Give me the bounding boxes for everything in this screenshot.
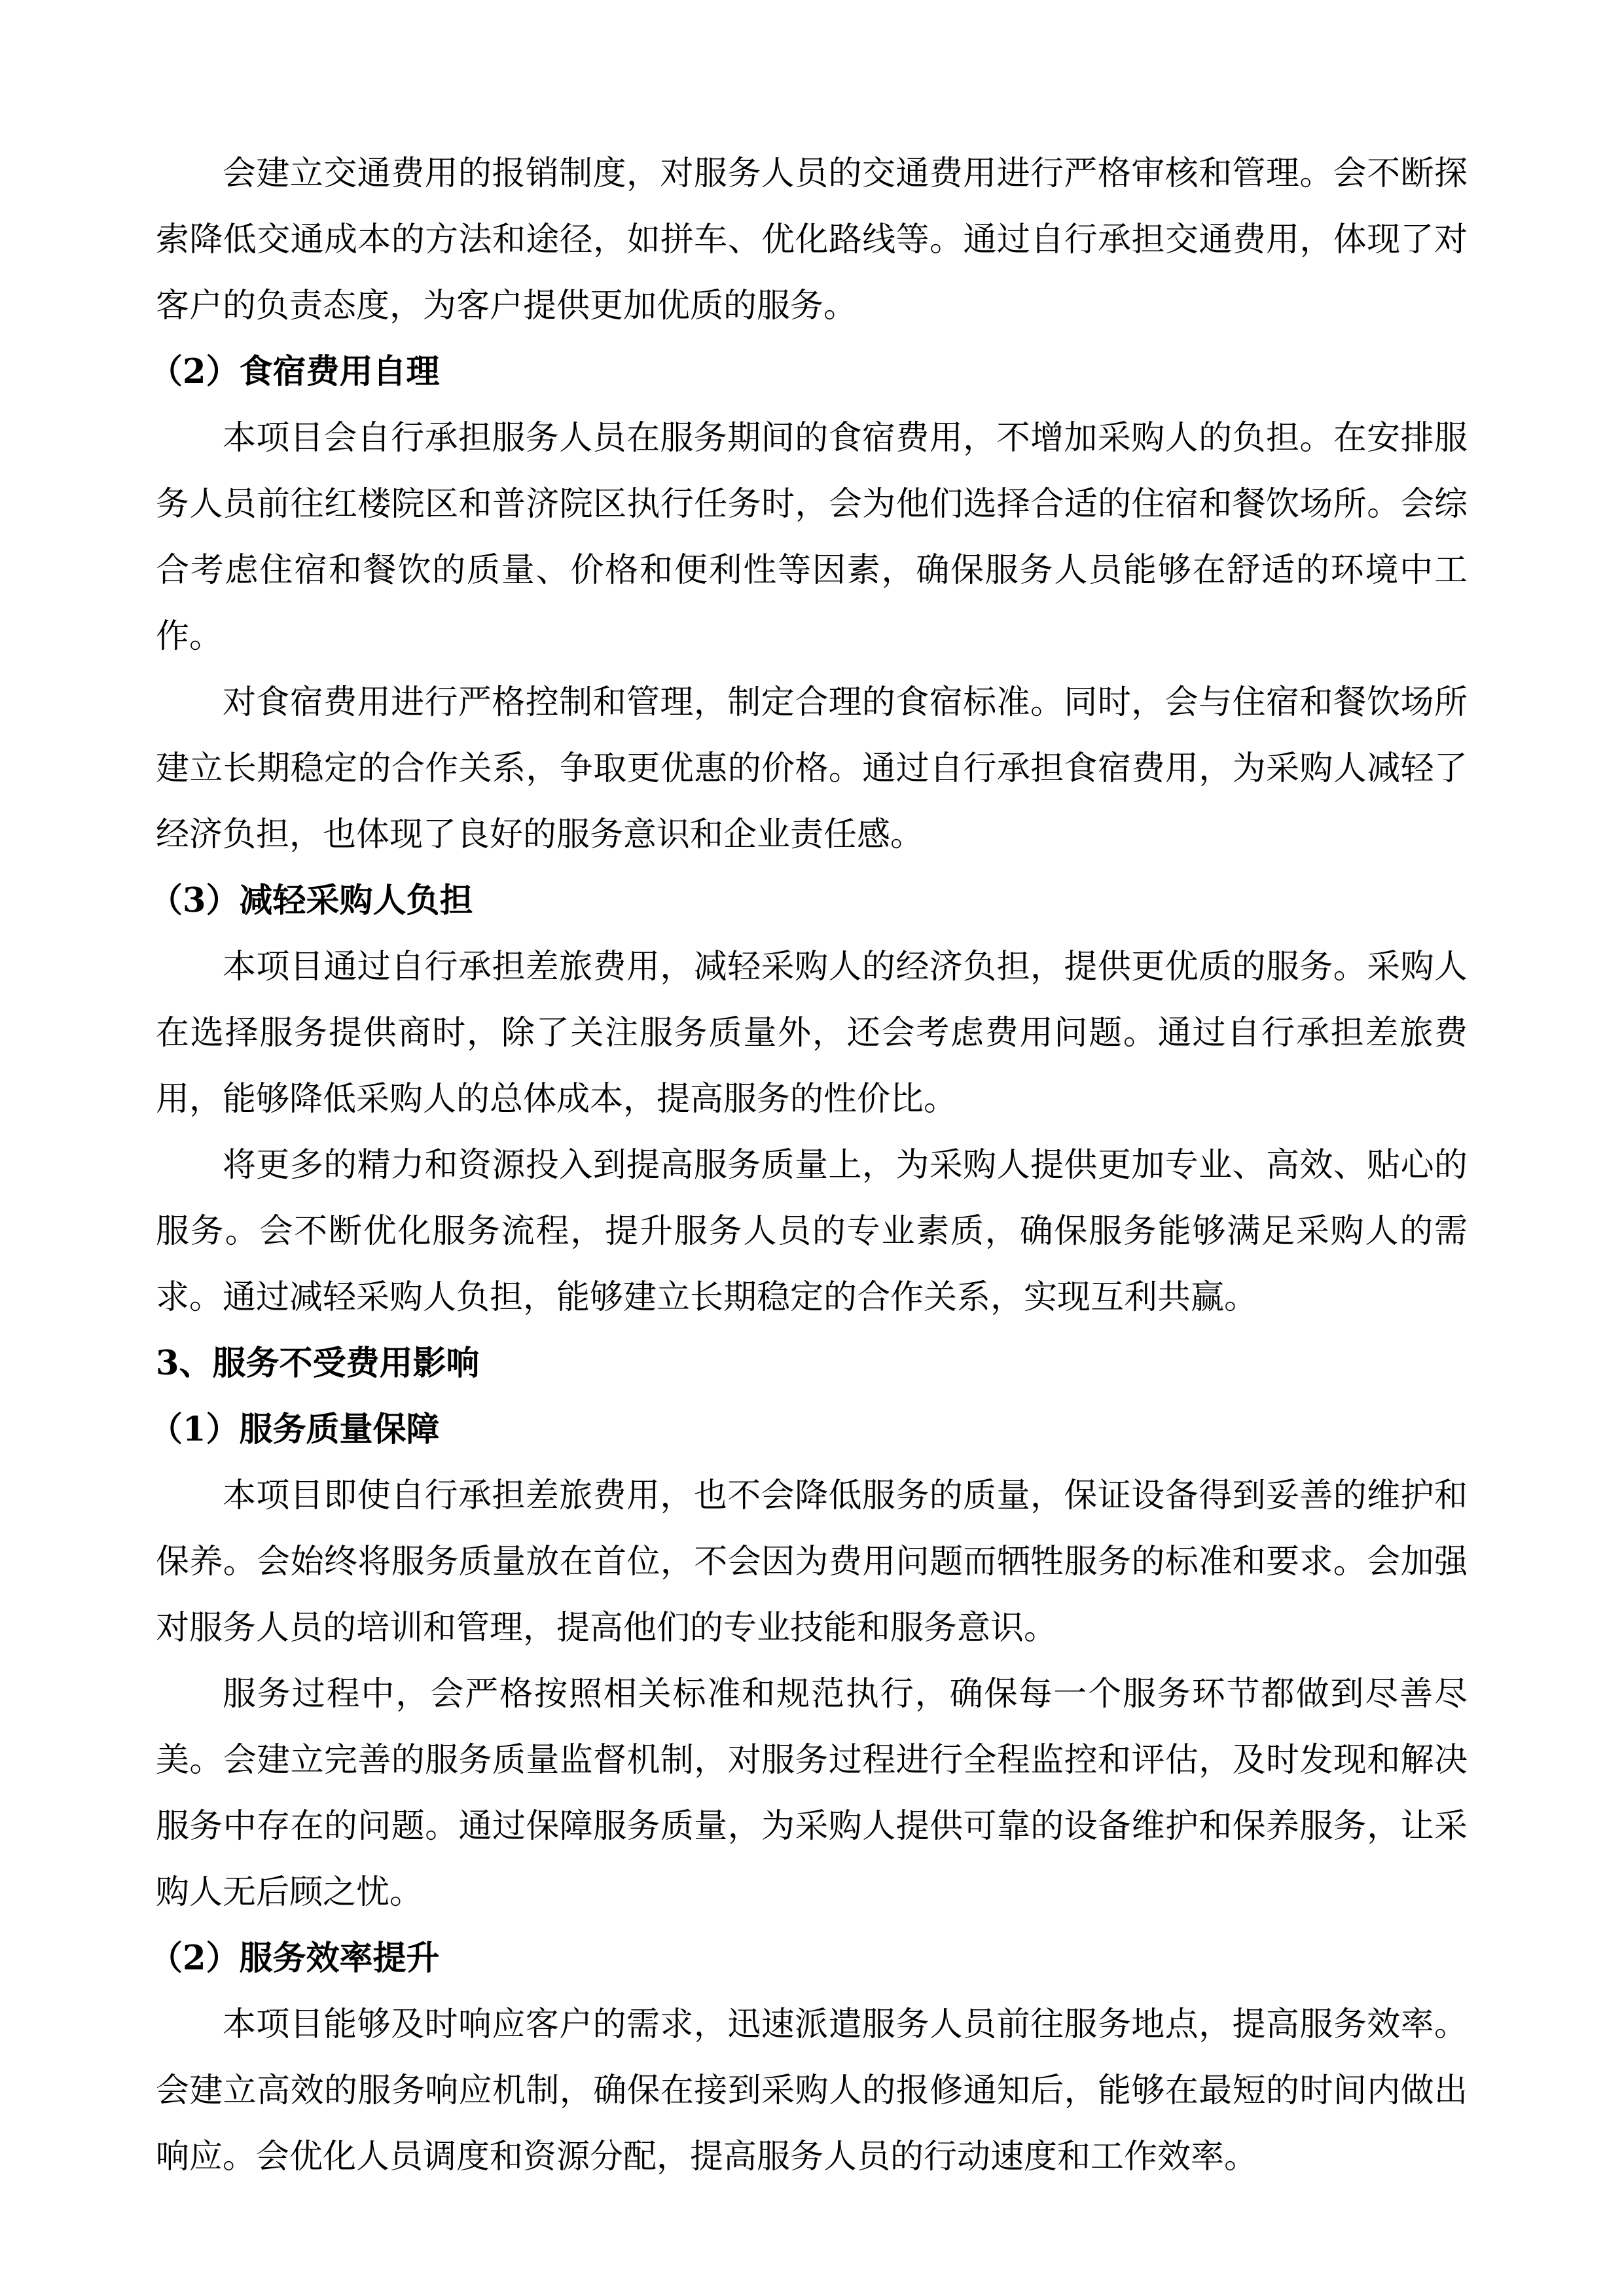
paragraph: 本项目能够及时响应客户的需求，迅速派遣服务人员前往服务地点，提高服务效率。会建立高效的服务响应机制，确保在接到采购人的报修通知后，能够在最短的时间内做出响应。会优化人员调度和资源分配，提高服务人员的行动速度和工作效率。 — [156, 2005, 1468, 2176]
subsection-heading: （3）减轻采购人负担 — [149, 881, 473, 920]
document-page — [149, 141, 1468, 2190]
paragraph: 服务过程中，会严格按照相关标准和规范执行，确保每一个服务环节都做到尽善尽美。会建立完善的服务质量监督机制，对服务过程进行全程监控和评估，及时发现和解决服务中存在的问题。通过保障服务质量，为采购人提供可靠的设备维护和保养服务，让采购人无后顾之忧。 — [156, 1675, 1468, 1912]
paragraph: 本项目通过自行承担差旅费用，减轻采购人的经济负担，提供更优质的服务。采购人在选择服务提供商时，除了关注服务质量外，还会考虑费用问题。通过自行承担差旅费用，能够降低采购人的总体成本，提高服务的性价比。 — [156, 948, 1468, 1119]
paragraph: 本项目会自行承担服务人员在服务期间的食宿费用，不增加采购人的负担。在安排服务人员前往红楼院区和普济院区执行任务时，会为他们选择合适的住宿和餐饮场所。会综合考虑住宿和餐饮的质量、价格和便利性等因素，确保服务人员能够在舒适的环境中工作。 — [156, 419, 1468, 656]
paragraph: 将更多的精力和资源投入到提高服务质量上，为采购人提供更加专业、高效、贴心的服务。会不断优化服务流程，提升服务人员的专业素质，确保服务能够满足采购人的需求。通过减轻采购人负担，能够建立长期稳定的合作关系，实现互利共赢。 — [156, 1146, 1468, 1317]
subsection-heading: （1）服务质量保障 — [149, 1410, 440, 1449]
paragraph: 本项目即使自行承担差旅费用，也不会降低服务的质量，保证设备得到妥善的维护和保养。会始终将服务质量放在首位，不会因为费用问题而牺牲服务的标准和要求。会加强对服务人员的培训和管理，提高他们的专业技能和服务意识。 — [156, 1477, 1468, 1647]
subsection-heading: （2）服务效率提升 — [149, 1939, 440, 1978]
paragraph: 会建立交通费用的报销制度，对服务人员的交通费用进行严格审核和管理。会不断探索降低交通成本的方法和途径，如拼车、优化路线等。通过自行承担交通费用，体现了对客户的负责态度，为客户提供更加优质的服务。 — [156, 154, 1468, 325]
subsection-heading: （2）食宿费用自理 — [149, 352, 440, 391]
paragraph: 对食宿费用进行严格控制和管理，制定合理的食宿标准。同时，会与住宿和餐饮场所建立长期稳定的合作关系，争取更优惠的价格。通过自行承担食宿费用，为采购人减轻了经济负担，也体现了良好的服务意识和企业责任感。 — [156, 683, 1468, 854]
section-heading: 3、服务不受费用影响 — [156, 1344, 480, 1383]
